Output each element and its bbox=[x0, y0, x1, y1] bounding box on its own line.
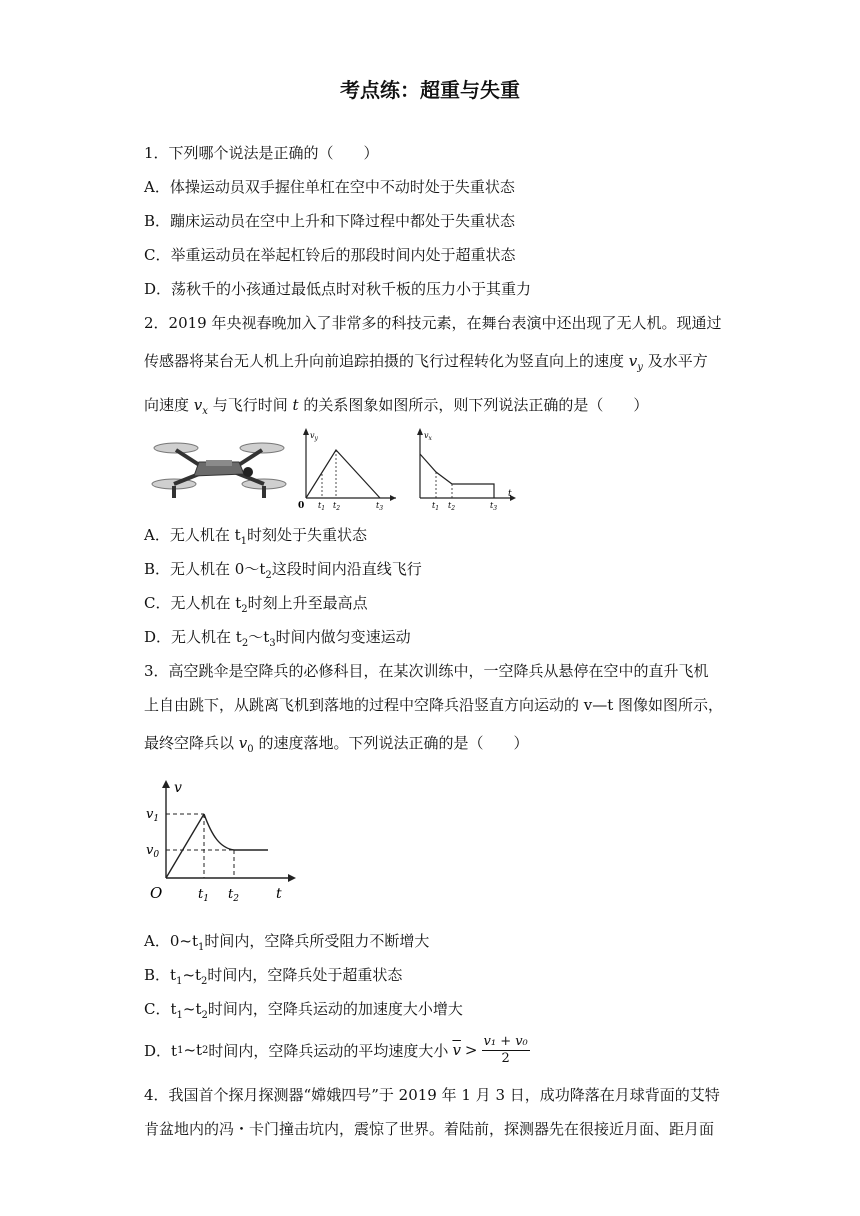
fraction: v₁ + v₀ 2 bbox=[483, 1034, 528, 1066]
vy-curve bbox=[306, 450, 380, 498]
v-curve-rise bbox=[166, 814, 204, 878]
v-axis-arrow bbox=[162, 780, 170, 788]
t-axis-label: t bbox=[276, 886, 282, 902]
q1-option-a: A．体操运动员双手握住单杠在空中不动时处于失重状态 bbox=[144, 178, 515, 196]
t2-label: $t_2$ bbox=[333, 501, 341, 510]
q3-line-1: 3．高空跳伞是空降兵的必修科目，在某次训练中，一空降兵从悬停在空中的直升飞机 bbox=[144, 662, 709, 680]
origin-label: O bbox=[150, 884, 163, 902]
q1-option-c: C．举重运动员在举起杠铃后的那段时间内处于超重状态 bbox=[144, 246, 516, 264]
q3-option-c: C．$t_1\sim t_2$时间内，空降兵运动的加速度大小增大 bbox=[144, 1000, 463, 1021]
q1-option-d: D．荡秋千的小孩通过最低点时对秋千板的压力小于其重力 bbox=[144, 280, 532, 298]
q2-line-1: 2．2019 年央视春晚加入了非常多的科技元素，在舞台表演中还出现了无人机。现通过 bbox=[144, 314, 722, 332]
origin-label: 0 bbox=[298, 501, 305, 510]
v-axis-arrow bbox=[417, 428, 423, 435]
q2-option-d: D．无人机在 $t_2\sim t_3$时间内做匀变速运动 bbox=[144, 628, 411, 649]
v-t-graph bbox=[140, 778, 300, 906]
vy-axis-label: $v_y$ bbox=[310, 431, 318, 442]
q2-option-a: A．无人机在 $t_1$时刻处于失重状态 bbox=[144, 526, 368, 547]
vy-t-graph bbox=[292, 426, 400, 510]
q2-line-3: 向速度 $v_x$ 与飞行时间 t 的关系图象如图所示，则下列说法正确的是（ ） bbox=[144, 396, 649, 417]
t1-label: $t_1$ bbox=[318, 501, 326, 510]
q3-line-3: 最终空降兵以 $v_0$ 的速度落地。下列说法正确的是（ ） bbox=[144, 734, 529, 755]
drone-illustration bbox=[144, 432, 294, 512]
q3-option-d: D．t 1 ~t 2 时间内，空降兵运动的平均速度大小 $\overline{v}$ > v₁ + v₀ 2 bbox=[144, 1034, 528, 1066]
t3-label: $t_3$ bbox=[376, 501, 384, 510]
average-velocity-symbol: $\overline{v}$ bbox=[452, 1041, 461, 1060]
v1-label: $v_1$ bbox=[146, 807, 160, 824]
q3-line-2: 上自由跳下，从跳离飞机到落地的过程中空降兵沿竖直方向运动的 v—t 图像如图所示， bbox=[144, 696, 724, 714]
t3-label: $t_3$ bbox=[490, 501, 498, 510]
q2-option-b: B．无人机在 $0\sim t_2$这段时间内沿直线飞行 bbox=[144, 560, 422, 581]
q4-line-2: 肯盆地内的冯・卡门撞击坑内，震惊了世界。着陆前，探测器先在很接近月面、距月面 bbox=[144, 1120, 715, 1138]
q2-option-c: C．无人机在 $t_2$时刻上升至最高点 bbox=[144, 594, 368, 615]
v-axis-arrow bbox=[303, 428, 309, 435]
v0-label: $v_0$ bbox=[146, 843, 160, 860]
q3-option-b: B．$t_1\sim t_2$时间内，空降兵处于超重状态 bbox=[144, 966, 403, 987]
page-title: 考点练：超重与失重 bbox=[340, 78, 520, 102]
q1-option-b: B．蹦床运动员在空中上升和下降过程中都处于失重状态 bbox=[144, 212, 516, 230]
t1-label: $t_1$ bbox=[432, 501, 440, 510]
t2-label: $t_2$ bbox=[448, 501, 456, 510]
vx-curve bbox=[420, 454, 494, 498]
t1-label: $t_1$ bbox=[198, 887, 209, 904]
q4-line-1: 4．我国首个探月探测器“嫦娥四号”于 2019 年 1 月 3 日，成功降落在月球背面的艾特 bbox=[144, 1086, 720, 1104]
q3-option-a: A．$0\sim t_1$时间内，空降兵所受阻力不断增大 bbox=[144, 932, 430, 953]
v-curve-decay bbox=[204, 814, 268, 850]
vx-axis-label: $v_x$ bbox=[424, 431, 432, 442]
q1-stem: 1．下列哪个说法是正确的（ ） bbox=[144, 144, 379, 162]
t-axis-arrow bbox=[288, 874, 296, 882]
q2-line-2: 传感器将某台无人机上升向前追踪拍摄的飞行过程转化为竖直向上的速度 $v_y$ 及水平方 bbox=[144, 352, 708, 373]
t-axis-arrow bbox=[390, 495, 396, 501]
t2-label: $t_2$ bbox=[228, 887, 239, 904]
vx-t-graph bbox=[412, 426, 522, 510]
t-axis-label: t bbox=[508, 489, 512, 499]
v-axis-label: v bbox=[174, 780, 182, 796]
